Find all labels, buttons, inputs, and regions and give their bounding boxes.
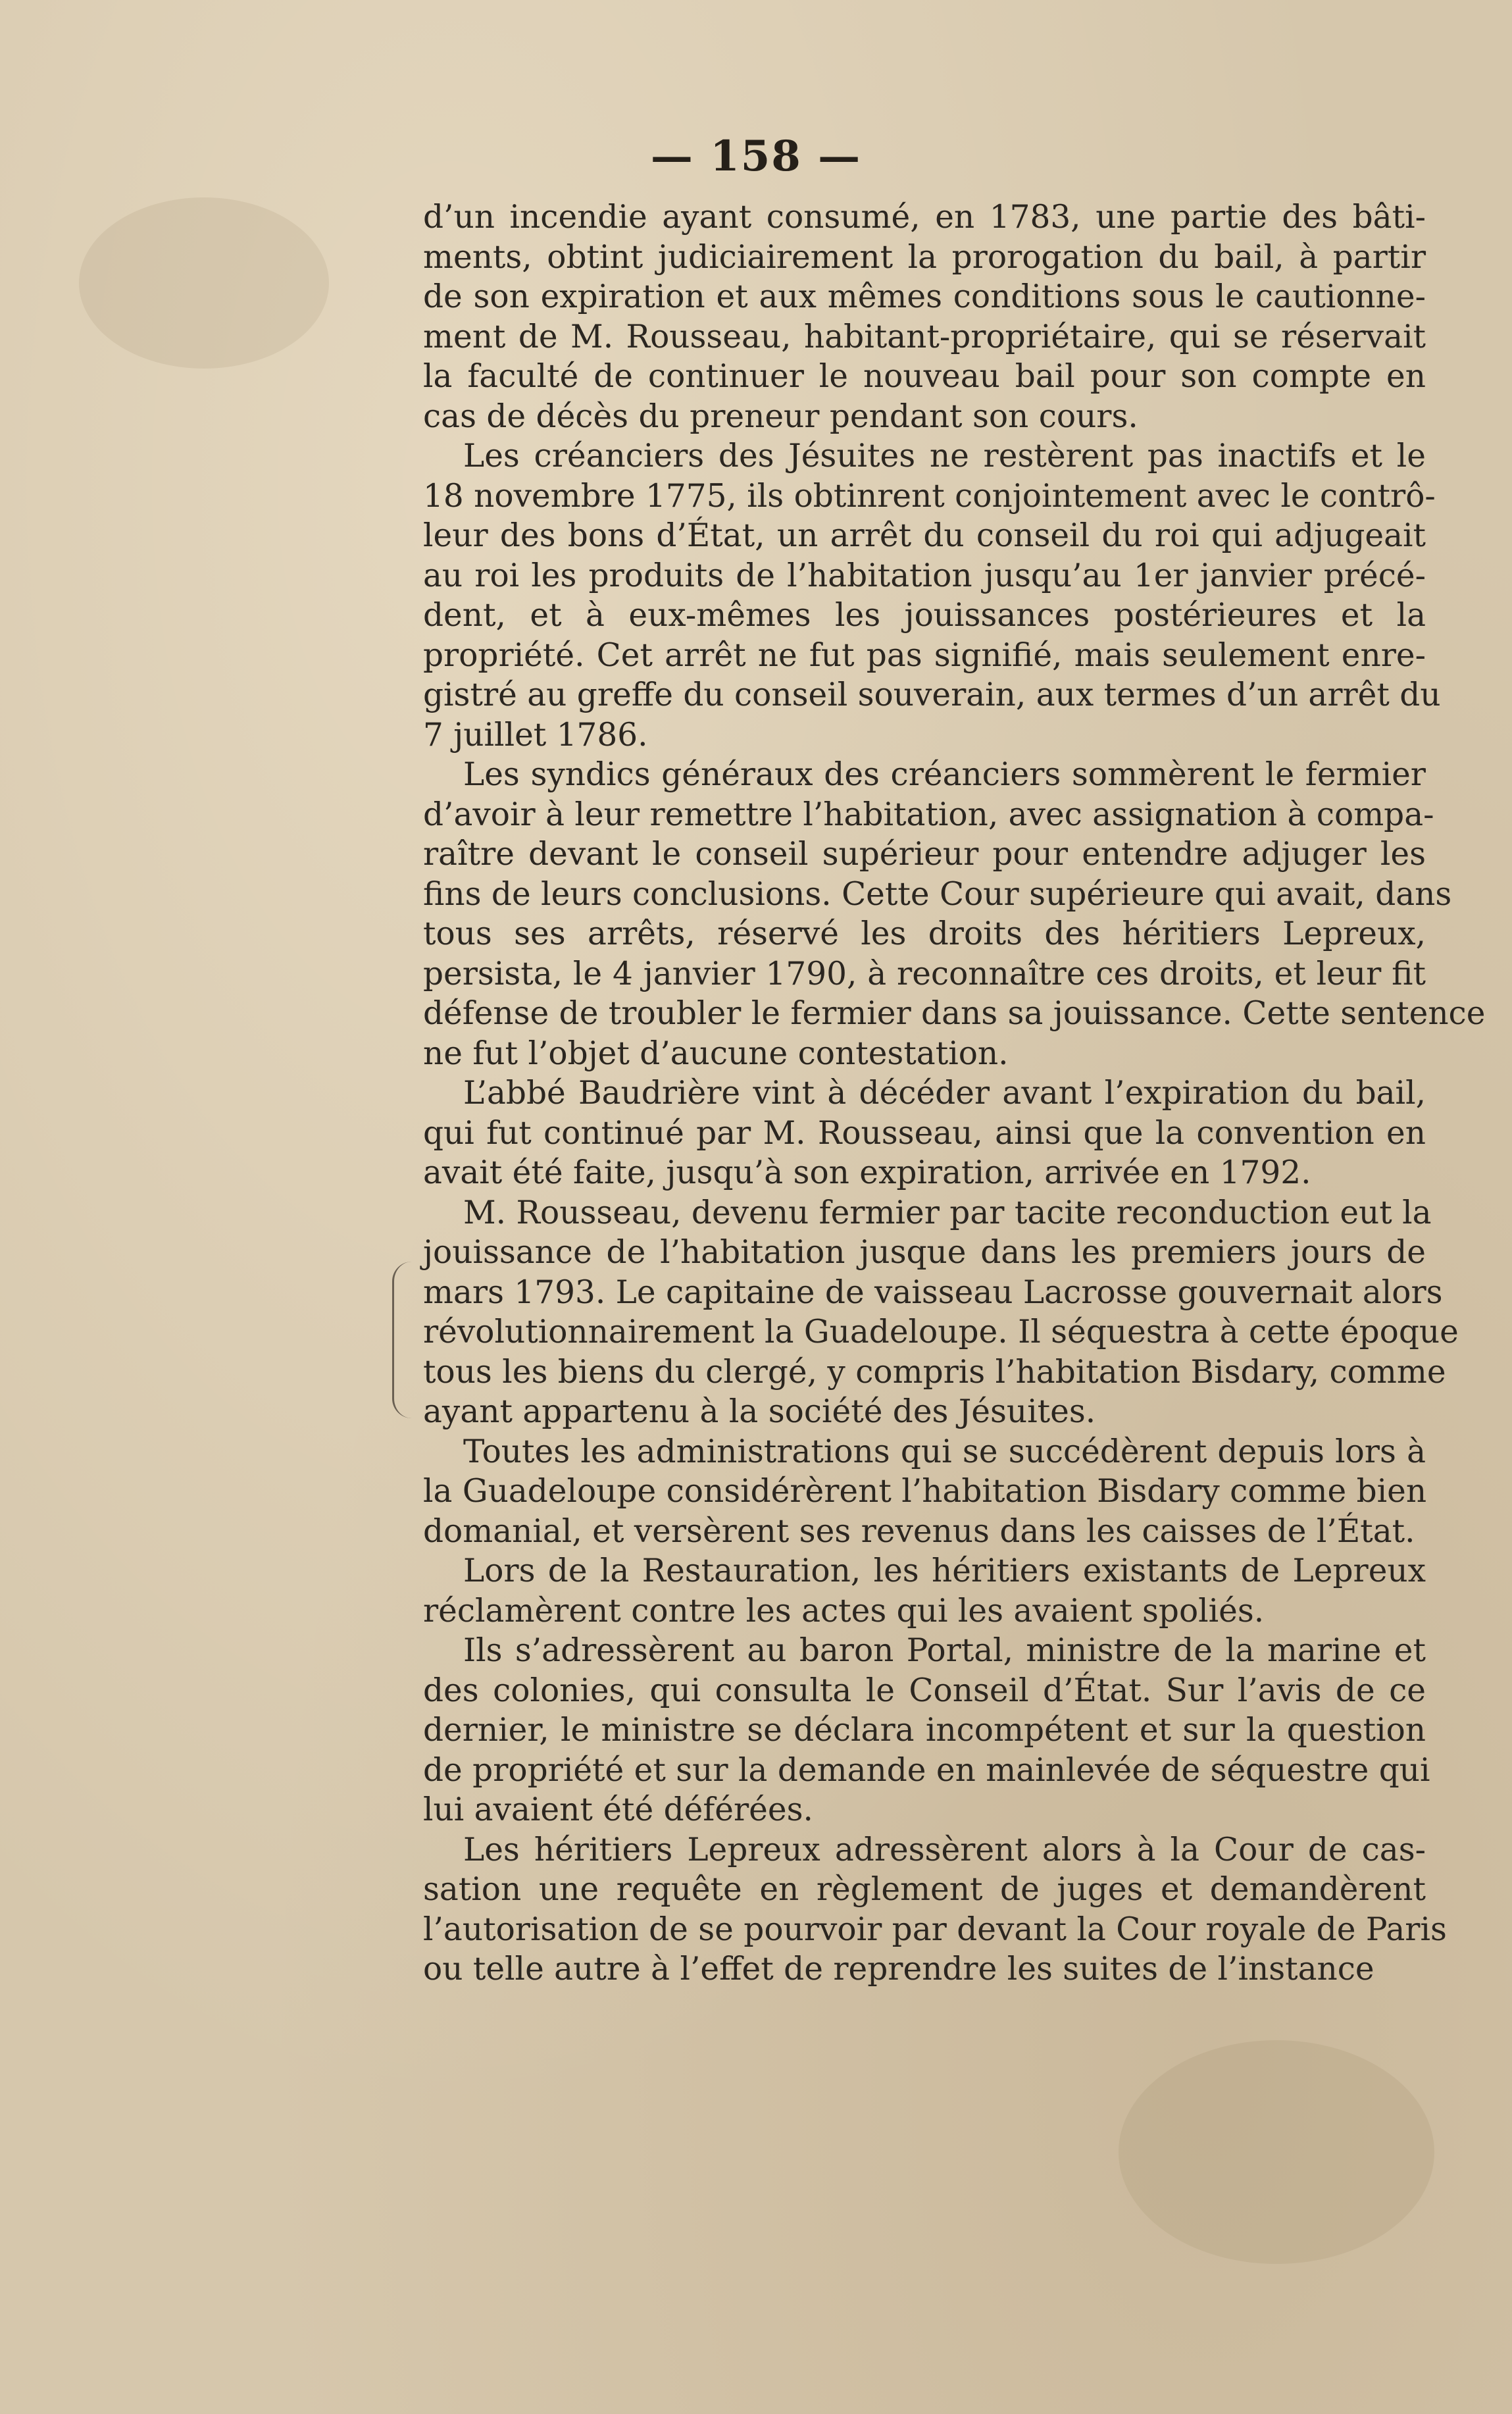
- text-line: la faculté de continuer le nouveau bail pour son compte en: [423, 358, 1426, 395]
- text-line: ou telle autre à l’effet de reprendre les suites de l’instance: [423, 1951, 1374, 1988]
- text-line: Ils s’adressèrent au baron Portal, ministre de la marine et: [463, 1632, 1426, 1669]
- text-line: d’avoir à leur remettre l’habitation, avec assignation à compa-: [423, 796, 1434, 833]
- text-line: ne fut l’objet d’aucune contestation.: [423, 1035, 1009, 1072]
- text-line: M. Rousseau, devenu fermier par tacite reconduction eut la: [463, 1194, 1432, 1231]
- paper-stain: [1119, 2040, 1434, 2264]
- text-line: la Guadeloupe considérèrent l’habitation Bisdary comme bien: [423, 1473, 1427, 1510]
- text-line: de son expiration et aux mêmes conditions sous le cautionne-: [423, 278, 1426, 315]
- text-line: l’autorisation de se pourvoir par devant la Cour royale de Paris: [423, 1911, 1447, 1948]
- text-line: avait été faite, jusqu’à son expiration, arrivée en 1792.: [423, 1154, 1311, 1191]
- text-line: 18 novembre 1775, ils obtinrent conjointement avec le contrô-: [423, 477, 1436, 515]
- text-line: 7 juillet 1786.: [423, 716, 648, 754]
- text-line: cas de décès du preneur pendant son cours.: [423, 398, 1138, 435]
- text-line: ayant appartenu à la société des Jésuites.: [423, 1393, 1096, 1430]
- text-line: Les syndics généraux des créanciers sommèrent le fermier: [463, 756, 1426, 793]
- text-line: persista, le 4 janvier 1790, à reconnaître ces droits, et leur fit: [423, 955, 1426, 992]
- text-line: révolutionnairement la Guadeloupe. Il séquestra à cette époque: [423, 1314, 1459, 1350]
- text-line: leur des bons d’État, un arrêt du conseil du roi qui adjugeait: [423, 517, 1426, 554]
- text-line: dent, et à eux-mêmes les jouissances postérieures et la: [423, 597, 1426, 634]
- text-line: propriété. Cet arrêt ne fut pas signifié, mais seulement enre-: [423, 636, 1426, 674]
- text-line: fins de leurs conclusions. Cette Cour supérieure qui avait, dans: [423, 875, 1452, 913]
- text-line: jouissance de l’habitation jusque dans les premiers jours de: [423, 1234, 1426, 1271]
- text-line: qui fut continué par M. Rousseau, ainsi que la convention en: [423, 1114, 1426, 1152]
- text-line: Lors de la Restauration, les héritiers existants de Lepreux: [463, 1553, 1426, 1589]
- text-line: tous les biens du clergé, y compris l’habitation Bisdary, comme: [423, 1353, 1446, 1391]
- text-line: d’un incendie ayant consumé, en 1783, une partie des bâti-: [423, 199, 1426, 236]
- text-line: réclamèrent contre les actes qui les avaient spoliés.: [423, 1592, 1265, 1630]
- text-line: défense de troubler le fermier dans sa jouissance. Cette sentence: [423, 995, 1486, 1032]
- text-line: ments, obtint judiciairement la prorogation du bail, à partir: [423, 238, 1426, 276]
- text-line: L’abbé Baudrière vint à décéder avant l’expiration du bail,: [463, 1075, 1426, 1112]
- text-line: raître devant le conseil supérieur pour entendre adjuger les: [423, 836, 1426, 873]
- text-line: dernier, le ministre se déclara incompétent et sur la question: [423, 1712, 1426, 1749]
- body-text: [423, 197, 1486, 1990]
- text-line: tous ses arrêts, réservé les droits des héritiers Lepreux,: [423, 915, 1426, 952]
- text-line: Les héritiers Lepreux adressèrent alors à la Cour de cas-: [463, 1831, 1426, 1868]
- text-line: domanial, et versèrent ses revenus dans les caisses de l’État.: [423, 1512, 1415, 1550]
- page-number: — 158 —: [650, 132, 862, 181]
- text-line: Toutes les administrations qui se succédèrent depuis lors à: [463, 1433, 1426, 1470]
- text-line: ment de M. Rousseau, habitant-propriétaire, qui se réservait: [423, 318, 1426, 355]
- text-line: sation une requête en règlement de juges et demandèrent: [423, 1871, 1426, 1908]
- text-line: lui avaient été déférées.: [423, 1791, 813, 1828]
- handwritten-bracket-mark: [392, 1262, 424, 1418]
- text-line: gistré au greffe du conseil souverain, aux termes d’un arrêt du: [423, 677, 1441, 713]
- text-line: Les créanciers des Jésuites ne restèrent pas inactifs et le: [463, 438, 1426, 475]
- paper-stain: [79, 197, 329, 369]
- text-line: au roi les produits de l’habitation jusqu’au 1er janvier précé-: [423, 557, 1426, 594]
- text-line: des colonies, qui consulta le Conseil d’État. Sur l’avis de ce: [423, 1672, 1426, 1709]
- text-line: mars 1793. Le capitaine de vaisseau Lacrosse gouvernait alors: [423, 1273, 1443, 1311]
- text-line: de propriété et sur la demande en mainlevée de séquestre qui: [423, 1751, 1430, 1789]
